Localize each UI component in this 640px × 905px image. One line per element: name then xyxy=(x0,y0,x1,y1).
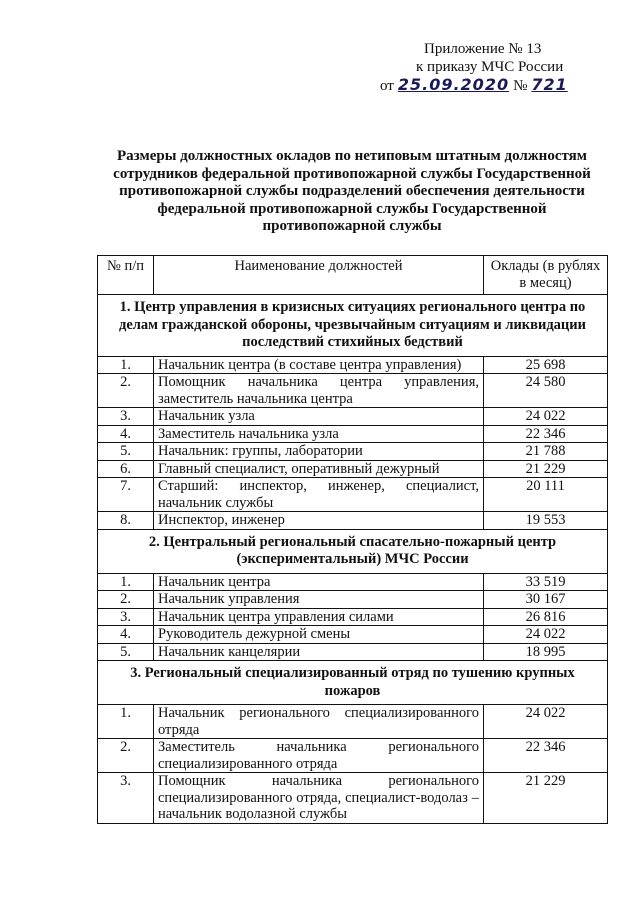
row-number: 8. xyxy=(98,512,154,530)
salary-value: 33 519 xyxy=(484,573,608,591)
salary-value: 24 022 xyxy=(484,408,608,426)
table-row xyxy=(98,608,608,626)
salary-value: 24 022 xyxy=(484,626,608,644)
section-header-row xyxy=(98,529,608,573)
document-title: Размеры должностных окладов по нетиповым штатным должностям сотрудников федеральной противопожарной службы Государственной противопожарной службы подразделений обеспечения деятельности федеральной противопожарной службы Государственной противопожарной службы xyxy=(113,148,591,234)
row-number: 2. xyxy=(98,591,154,609)
table-row xyxy=(98,626,608,644)
table-row xyxy=(98,460,608,478)
row-number: 7. xyxy=(98,478,154,512)
section-header-row xyxy=(98,661,608,705)
position-name: Инспектор, инженер xyxy=(154,512,484,530)
table-row xyxy=(98,425,608,443)
table-row xyxy=(98,478,608,512)
salary-table xyxy=(97,255,608,824)
section-title: 3. Региональный специализированный отряд по тушению крупных пожаров xyxy=(98,661,608,705)
table-row xyxy=(98,374,608,408)
table-row xyxy=(98,573,608,591)
salary-value: 19 553 xyxy=(484,512,608,530)
row-number: 5. xyxy=(98,643,154,661)
salary-value: 22 346 xyxy=(484,739,608,773)
salary-value: 18 995 xyxy=(484,643,608,661)
position-name: Начальник регионального специализированного отряда xyxy=(154,705,484,739)
column-header-position: Наименование должностей xyxy=(154,256,484,295)
row-number: 6. xyxy=(98,460,154,478)
position-name: Начальник управления xyxy=(154,591,484,609)
position-name: Заместитель начальника узла xyxy=(154,425,484,443)
position-name: Помощник начальника центра управления, заместитель начальника центра xyxy=(154,374,484,408)
position-name: Помощник начальника регионального специализированного отряда, специалист-водолаз – начальник водолазной службы xyxy=(154,773,484,824)
order-date-line xyxy=(380,76,610,95)
row-number: 3. xyxy=(98,608,154,626)
table-row xyxy=(98,739,608,773)
position-name: Начальник канцелярии xyxy=(154,643,484,661)
position-name: Начальник центра управления силами xyxy=(154,608,484,626)
table-row xyxy=(98,356,608,374)
section-title: 1. Центр управления в кризисных ситуациях регионального центра по делам гражданской обороны, чрезвычайным ситуациям и ликвидации последствий стихийных бедствий xyxy=(98,295,608,357)
table-row xyxy=(98,512,608,530)
position-name: Начальник: группы, лаборатории xyxy=(154,443,484,461)
table-body xyxy=(98,295,608,824)
salary-value: 20 111 xyxy=(484,478,608,512)
row-number: 4. xyxy=(98,626,154,644)
from-label: от xyxy=(380,78,394,94)
table-row xyxy=(98,443,608,461)
table-row xyxy=(98,773,608,824)
order-date-handwritten: 25.09.2020 xyxy=(397,75,510,94)
row-number: 5. xyxy=(98,443,154,461)
salary-value: 21 229 xyxy=(484,773,608,824)
position-name: Начальник узла xyxy=(154,408,484,426)
salary-value: 21 788 xyxy=(484,443,608,461)
row-number: 3. xyxy=(98,773,154,824)
salary-value: 26 816 xyxy=(484,608,608,626)
position-name: Старший: инспектор, инженер, специалист, начальник службы xyxy=(154,478,484,512)
row-number: 1. xyxy=(98,573,154,591)
position-name: Главный специалист, оперативный дежурный xyxy=(154,460,484,478)
section-header-row xyxy=(98,295,608,357)
position-name: Заместитель начальника регионального специализированного отряда xyxy=(154,739,484,773)
salary-value: 22 346 xyxy=(484,425,608,443)
row-number: 3. xyxy=(98,408,154,426)
row-number: 1. xyxy=(98,356,154,374)
column-header-salary: Оклады (в рублях в месяц) xyxy=(484,256,608,295)
table-row xyxy=(98,591,608,609)
position-name: Начальник центра (в составе центра управления) xyxy=(154,356,484,374)
row-number: 1. xyxy=(98,705,154,739)
salary-value: 24 022 xyxy=(484,705,608,739)
salary-value: 25 698 xyxy=(484,356,608,374)
row-number: 2. xyxy=(98,374,154,408)
salary-value: 30 167 xyxy=(484,591,608,609)
salary-value: 24 580 xyxy=(484,374,608,408)
document-header xyxy=(380,40,610,95)
column-header-number: № п/п xyxy=(98,256,154,295)
position-name: Начальник центра xyxy=(154,573,484,591)
table-row xyxy=(98,705,608,739)
number-label: № xyxy=(513,78,528,94)
table-row xyxy=(98,643,608,661)
appendix-label: Приложение № 13 xyxy=(424,41,542,57)
order-label: к приказу МЧС России xyxy=(416,59,564,75)
table-row xyxy=(98,408,608,426)
row-number: 2. xyxy=(98,739,154,773)
order-number-handwritten: 721 xyxy=(531,75,568,94)
table-header-row xyxy=(98,256,608,295)
salary-value: 21 229 xyxy=(484,460,608,478)
row-number: 4. xyxy=(98,425,154,443)
section-title: 2. Центральный региональный спасательно-пожарный центр (экспериментальный) МЧС России xyxy=(98,529,608,573)
position-name: Руководитель дежурной смены xyxy=(154,626,484,644)
